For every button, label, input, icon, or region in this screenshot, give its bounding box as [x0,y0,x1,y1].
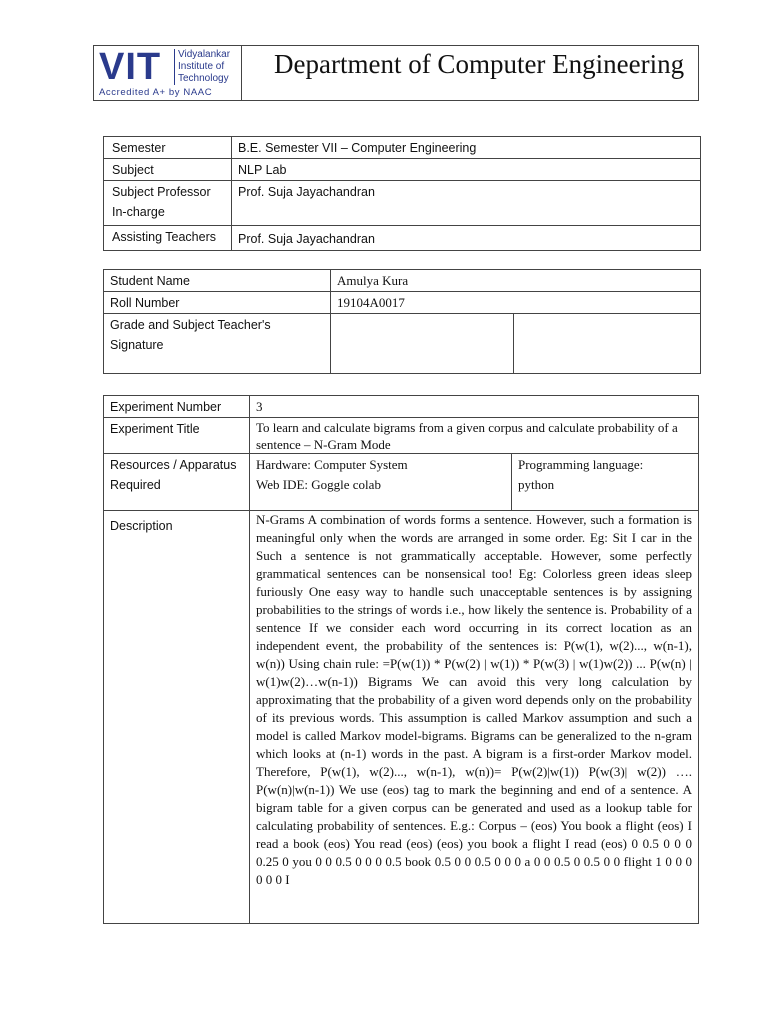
subject-label: Subject [104,159,232,181]
table-row [104,511,699,924]
hardware-text: Hardware: Computer System [256,457,408,472]
logo-accreditation: Accredited A+ by NAAC [99,87,213,98]
table-row [104,181,701,226]
table-row [104,137,701,159]
table-row [104,270,701,292]
signature-cell [514,314,701,374]
resources-language-cell [512,454,699,511]
experiment-title-value: To learn and calculate bigrams from a given corpus and calculate probability of a sentence – N-Gram Mode [250,418,699,454]
logo-line-2: Institute of [178,61,225,72]
institute-logo [94,46,242,100]
logo-mark: VIT [99,46,162,88]
logo-line-1: Vidyalankar [178,49,231,60]
table-row [104,159,701,181]
logo-line-3: Technology [178,73,229,84]
roll-number-label: Roll Number [104,292,331,314]
assisting-value: Prof. Suja Jayachandran [232,226,701,251]
table-row [104,396,699,418]
student-name-value: Amulya Kura [331,270,701,292]
description-label: Description [104,511,250,924]
table-row [104,418,699,454]
subject-value: NLP Lab [232,159,701,181]
experiment-table [103,395,699,924]
language-value: python [518,477,555,492]
language-label: Programming language: [518,457,644,472]
table-row [104,314,701,374]
assisting-label: Assisting Teachers [104,226,232,251]
table-row [104,292,701,314]
department-title: Department of Computer Engineering [274,49,685,79]
grade-signature-label: Grade and Subject Teacher's Signature [104,314,331,374]
student-info-table [103,269,701,374]
experiment-number-label: Experiment Number [104,396,250,418]
resources-label: Resources / Apparatus Required [104,454,250,511]
semester-label: Semester [104,137,232,159]
document-header [93,45,699,101]
student-name-label: Student Name [104,270,331,292]
semester-value: B.E. Semester VII – Computer Engineering [232,137,701,159]
roll-number-value: 19104A0017 [331,292,701,314]
logo-institute-name [174,49,240,85]
professor-label: Subject Professor In-charge [104,181,232,226]
description-text: N-Grams A combination of words forms a sentence. However, such a formation is meaningful only when the words are arranged in some order. Eg: Sit I car in the Such a sentence is not grammatically acceptable. However, some perfectly grammatical sentences can be nonsensical too! Eg: Colorless green ideas sleep furiously One easy way to handle such unacceptable sentences is by assigning probabilities to the strings of words i.e., how likely the sentence is. Probability of a sentence If we consider each word occurring in its correct location as an independent event, the probability of the sentences is: P(w(1), w(2)..., w(n-1), w(n)) Using chain rule: =P(w(1)) * P(w(2) | w(1)) * P(w(3) | w(1)w(2)) ... P(w(n) | w(1)w(2)…w(n-1)) Bigrams We can avoid this very long calculation by approximating that the probability of a given word depends only on the probability of its previous words. This assumption is called Markov assumption and such a model is called Markov model-bigrams. Bigrams can be generalized to the n-gram which looks at (n-1) words in the past. A bigram is a first-order Markov model. Therefore, P(w(1), w(2)..., w(n-1), w(n))= P(w(2)|w(1)) P(w(3)| w(2)) …. P(w(n)|w(n-1)) We use (eos) tag to mark the beginning and end of a sentence. A bigram table for a given corpus can be generated and used as a lookup table for calculating probability of sentences. E.g.: Corpus – (eos) You book a flight (eos) I read a book (eos) You read (eos) (eos) you book a flight I read (eos) 0 0.5 0 0 0 0.25 0 you 0 0 0.5 0 0 0 0.5 book 0.5 0 0 0.5 0 0 0 a 0 0 0.5 0 0.5 0 0 flight 1 0 0 0 0 0 0 I [250,511,699,924]
experiment-title-label: Experiment Title [104,418,250,454]
table-row [104,226,701,251]
resources-hardware-cell [250,454,512,511]
professor-value: Prof. Suja Jayachandran [232,181,701,226]
table-row [104,454,699,511]
experiment-number-value: 3 [250,396,699,418]
course-info-table [103,136,701,251]
grade-cell [331,314,514,374]
ide-text: Web IDE: Goggle colab [256,477,381,492]
